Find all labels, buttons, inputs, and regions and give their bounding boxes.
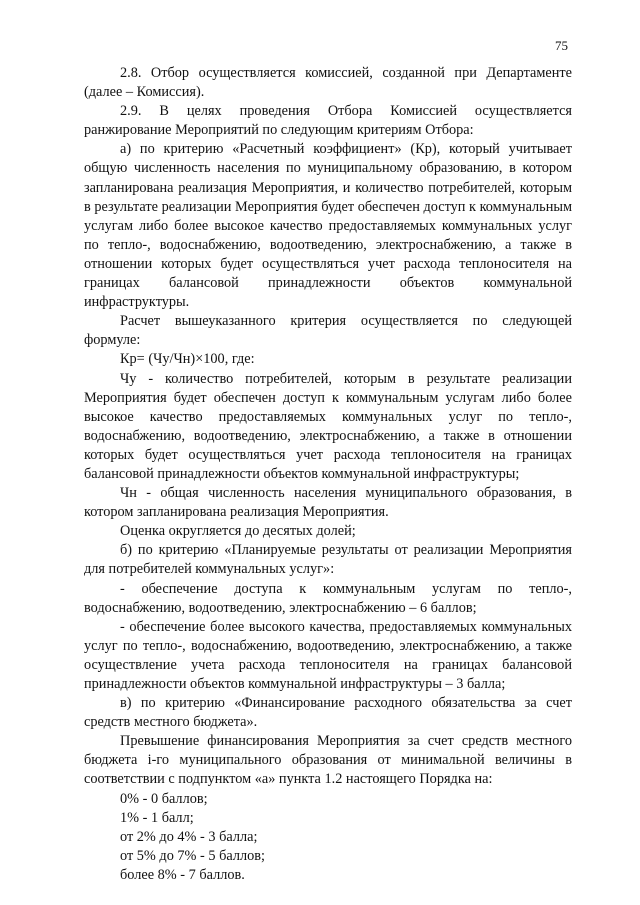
criterion-c: в) по критерию «Финансирование расходного обязательства за счет средств местного бюджета». [84, 695, 572, 731]
document-body [84, 64, 572, 885]
formula-intro: Расчет вышеуказанного критерия осуществляется по следующей формуле: [84, 313, 572, 349]
criterion-b-item-2: - обеспечение более высокого качества, предоставляемых коммунальных услуг по тепло-, водоснабжению, водоотведению, электроснабжению, а также осуществление учета расхода теплоносителя на границах балансовой принадлежности объектов коммунальной инфраструктуры – 3 балла; [84, 618, 572, 692]
score-line: от 2% до 4% - 3 балла; [120, 828, 258, 845]
paragraph-2-9: 2.9. В целях проведения Отбора Комиссией осуществляется ранжирование Мероприятий по следующим критериям Отбора: [84, 103, 572, 139]
criterion-b-item-1: - обеспечение доступа к коммунальным услугам по тепло-, водоснабжению, водоотведению, электроснабжению – 6 баллов; [84, 580, 572, 616]
score-line: от 5% до 7% - 5 баллов; [120, 847, 265, 864]
paragraph-2-8: 2.8. Отбор осуществляется комиссией, созданной при Департаменте (далее – Комиссия). [84, 65, 572, 101]
rounding-note: Оценка округляется до десятых долей; [120, 523, 356, 540]
excess-financing: Превышение финансирования Мероприятия за счет средств местного бюджета i-го муниципального образования от минимальной величины в соответствии с подпунктом «а» пункта 1.2 настоящего Порядка на: [84, 733, 572, 788]
criterion-b: б) по критерию «Планируемые результаты от реализации Мероприятия для потребителей коммунальных услуг»: [84, 542, 572, 578]
formula: Кр= (Чу/Чн)×100, где: [120, 351, 255, 368]
definition-chu: Чу - количество потребителей, которым в результате реализации Мероприятия будет обеспечен доступ к коммунальным услугам либо более высокое качество предоставляемых коммунальных услуг по тепло-, водоснабжению, водоотведению, электроснабжению, а также в отношении которых будет осуществляться учет расхода теплоносителя на границах балансовой принадлежности объектов коммунальной инфраструктуры; [84, 370, 572, 482]
score-line: 0% - 0 баллов; [120, 790, 208, 807]
page-number: 75 [555, 38, 568, 53]
criterion-a: а) по критерию «Расчетный коэффициент» (Кр), который учитывает общую численность населения по муниципальному образованию, в котором запланирована реализация Мероприятия, и количество потребителей, которым в результате реализации Мероприятия будет обеспечен доступ к коммунальным услугам либо более высокое качество предоставляемых коммунальных услуг по тепло-, водоснабжению, водоотведению, электроснабжению, а также в отношении которых будет осуществляться учет расхода теплоносителя на границах балансовой принадлежности объектов коммунальной инфраструктуры. [84, 141, 572, 311]
score-line: более 8% - 7 баллов. [120, 866, 245, 883]
definition-chn: Чн - общая численность населения муниципального образования, в котором запланирована реализация Мероприятия. [84, 485, 572, 521]
score-line: 1% - 1 балл; [120, 809, 194, 826]
